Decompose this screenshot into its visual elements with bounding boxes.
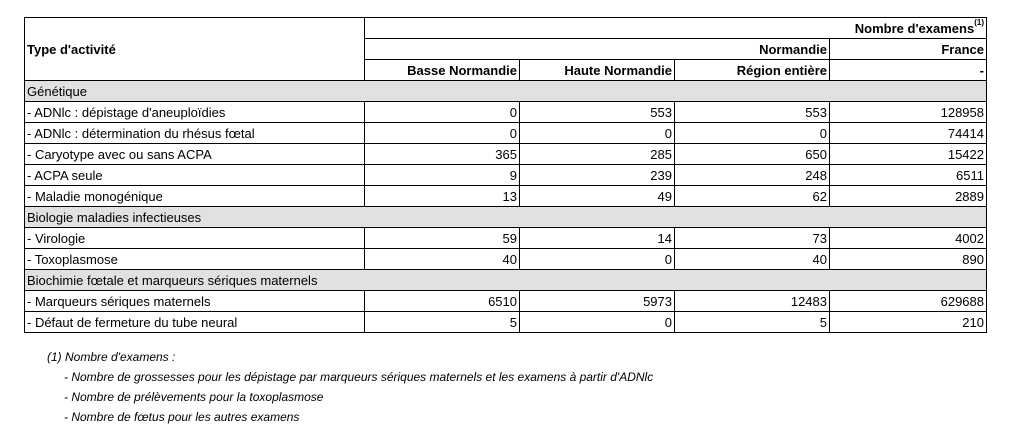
footnote-title: (1) Nombre d'examens : <box>47 350 176 364</box>
haute-normandie-header: Haute Normandie <box>520 60 675 81</box>
table-row <box>25 186 987 207</box>
france-cell: 15422 <box>830 144 987 165</box>
haute-normandie-cell: 285 <box>520 144 675 165</box>
activity-type-header: Type d'activité <box>25 18 365 81</box>
region-cell: 650 <box>675 144 830 165</box>
normandie-header: Normandie <box>365 39 830 60</box>
section-row <box>25 270 987 291</box>
haute-normandie-cell: 553 <box>520 102 675 123</box>
haute-normandie-cell: 0 <box>520 249 675 270</box>
haute-normandie-cell: 0 <box>520 312 675 333</box>
activity-cell: - ADNlc : dépistage d'aneuploïdies <box>25 102 365 123</box>
basse-normandie-cell: 59 <box>365 228 520 249</box>
region-cell: 5 <box>675 312 830 333</box>
exams-footnote-ref: (1) <box>974 17 984 27</box>
haute-normandie-cell: 0 <box>520 123 675 144</box>
basse-normandie-header: Basse Normandie <box>365 60 520 81</box>
region-cell: 62 <box>675 186 830 207</box>
france-cell: 128958 <box>830 102 987 123</box>
france-cell: 210 <box>830 312 987 333</box>
footnote-item: - Nombre de grossesses pour les dépistage par marqueurs sériques maternels et les examens à partir d'ADNlc <box>64 370 654 384</box>
activity-cell: - Caryotype avec ou sans ACPA <box>25 144 365 165</box>
region-cell: 553 <box>675 102 830 123</box>
france-cell: 6511 <box>830 165 987 186</box>
table-row <box>25 123 987 144</box>
table-row <box>25 249 987 270</box>
france-cell: 890 <box>830 249 987 270</box>
haute-normandie-cell: 5973 <box>520 291 675 312</box>
section-title: Biochimie fœtale et marqueurs sériques maternels <box>25 270 987 291</box>
basse-normandie-cell: 0 <box>365 123 520 144</box>
france-cell: 4002 <box>830 228 987 249</box>
region-header: Région entière <box>675 60 830 81</box>
table-row <box>25 228 987 249</box>
table-row <box>25 144 987 165</box>
basse-normandie-cell: 9 <box>365 165 520 186</box>
footnote-item: - Nombre de fœtus pour les autres examens <box>64 410 300 424</box>
haute-normandie-cell: 49 <box>520 186 675 207</box>
basse-normandie-cell: 6510 <box>365 291 520 312</box>
activity-cell: - Maladie monogénique <box>25 186 365 207</box>
table-row <box>25 102 987 123</box>
region-cell: 12483 <box>675 291 830 312</box>
region-cell: 0 <box>675 123 830 144</box>
region-cell: 40 <box>675 249 830 270</box>
table-row <box>25 291 987 312</box>
france-cell: 74414 <box>830 123 987 144</box>
region-cell: 73 <box>675 228 830 249</box>
section-title: Génétique <box>25 81 987 102</box>
basse-normandie-cell: 5 <box>365 312 520 333</box>
exams-count-header: Nombre d'examens$^{(1)}$ <box>365 18 987 39</box>
activity-cell: - Marqueurs sériques maternels <box>25 291 365 312</box>
activity-cell: - ACPA seule <box>25 165 365 186</box>
header-row-1 <box>25 18 987 39</box>
footnote-item: - Nombre de prélèvements pour la toxoplasmose <box>64 390 324 404</box>
region-cell: 248 <box>675 165 830 186</box>
basse-normandie-cell: 40 <box>365 249 520 270</box>
table-row <box>25 165 987 186</box>
basse-normandie-cell: 365 <box>365 144 520 165</box>
exams-table <box>24 17 987 333</box>
france-cell: 629688 <box>830 291 987 312</box>
activity-cell: - Toxoplasmose <box>25 249 365 270</box>
section-title: Biologie maladies infectieuses <box>25 207 987 228</box>
activity-cell: - Défaut de fermeture du tube neural <box>25 312 365 333</box>
france-header: France <box>830 39 987 60</box>
haute-normandie-cell: 239 <box>520 165 675 186</box>
footnotes <box>47 347 653 427</box>
section-row <box>25 81 987 102</box>
france-subheader: - <box>830 60 987 81</box>
table-row <box>25 312 987 333</box>
haute-normandie-cell: 14 <box>520 228 675 249</box>
section-row <box>25 207 987 228</box>
france-cell: 2889 <box>830 186 987 207</box>
activity-cell: - Virologie <box>25 228 365 249</box>
basse-normandie-cell: 13 <box>365 186 520 207</box>
activity-cell: - ADNlc : détermination du rhésus fœtal <box>25 123 365 144</box>
basse-normandie-cell: 0 <box>365 102 520 123</box>
